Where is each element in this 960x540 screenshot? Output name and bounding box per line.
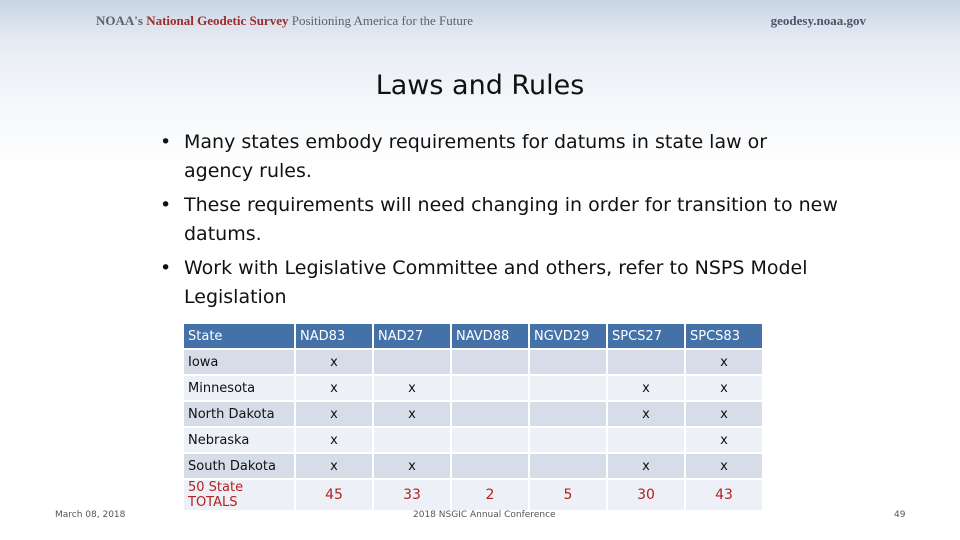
footer-page-number: 49 — [894, 510, 906, 520]
state-cell: North Dakota — [184, 402, 294, 426]
totals-row — [184, 480, 762, 510]
total-cell: 43 — [686, 480, 762, 510]
total-cell: 45 — [296, 480, 372, 510]
bullet-item — [160, 128, 840, 186]
footer-date: March 08, 2018 — [55, 510, 126, 520]
total-cell: 2 — [452, 480, 528, 510]
table-cell — [530, 402, 606, 426]
table-cell — [530, 428, 606, 452]
table-row — [184, 454, 762, 478]
table-cell — [452, 376, 528, 400]
table-cell: x — [374, 376, 450, 400]
table-cell — [530, 376, 606, 400]
table-cell: x — [686, 350, 762, 374]
brand-tagline: Positioning America for the Future — [291, 13, 473, 28]
table-cell: x — [296, 428, 372, 452]
state-cell: Minnesota — [184, 376, 294, 400]
bullet-text: These requirements will need changing in order for transition to new datums. — [184, 194, 838, 245]
datum-requirements-table — [182, 322, 764, 512]
total-cell: 5 — [530, 480, 606, 510]
table-cell: x — [296, 402, 372, 426]
table-header-row — [184, 324, 762, 348]
bullet-dot-icon: • — [160, 257, 172, 279]
table-cell: x — [296, 350, 372, 374]
bullet-item — [160, 254, 840, 312]
table-cell: x — [374, 454, 450, 478]
table-cell — [452, 454, 528, 478]
header-band — [0, 0, 960, 44]
column-header: State — [184, 324, 294, 348]
brand-banner — [96, 13, 473, 29]
state-cell: Nebraska — [184, 428, 294, 452]
slide-title: Laws and Rules — [375, 70, 585, 102]
table-row — [184, 402, 762, 426]
table-cell — [374, 350, 450, 374]
column-header: NAVD88 — [452, 324, 528, 348]
brand-org: NOAA's — [96, 13, 143, 28]
brand-name: National Geodetic Survey — [146, 13, 289, 28]
table-row — [184, 428, 762, 452]
table-cell: x — [686, 428, 762, 452]
table-row — [184, 376, 762, 400]
table-cell — [530, 350, 606, 374]
footer-conference: 2018 NSGIC Annual Conference — [413, 510, 556, 520]
bullet-text: Work with Legislative Committee and others, refer to NSPS Model Legislation — [184, 257, 808, 308]
table-cell: x — [374, 402, 450, 426]
total-cell: 33 — [374, 480, 450, 510]
column-header: SPCS83 — [686, 324, 762, 348]
bullet-item — [160, 191, 840, 249]
table-cell — [608, 350, 684, 374]
table-cell: x — [296, 376, 372, 400]
table-cell — [374, 428, 450, 452]
bullet-dot-icon: • — [160, 131, 172, 153]
column-header: NAD83 — [296, 324, 372, 348]
table-cell — [452, 428, 528, 452]
site-url: geodesy.noaa.gov — [770, 13, 866, 28]
table-row — [184, 350, 762, 374]
bullet-text: Many states embody requirements for datums in state law or agency rules. — [184, 131, 768, 182]
state-cell: Iowa — [184, 350, 294, 374]
table-cell — [452, 402, 528, 426]
total-cell: 30 — [608, 480, 684, 510]
state-cell: South Dakota — [184, 454, 294, 478]
table-cell — [530, 454, 606, 478]
column-header: NGVD29 — [530, 324, 606, 348]
bullet-list — [160, 128, 840, 317]
totals-label: 50 State TOTALS — [184, 480, 294, 510]
table-cell: x — [686, 402, 762, 426]
table-cell: x — [686, 454, 762, 478]
table-cell: x — [608, 402, 684, 426]
table-cell: x — [608, 454, 684, 478]
table-cell — [452, 350, 528, 374]
table-cell: x — [608, 376, 684, 400]
bullet-dot-icon: • — [160, 194, 172, 216]
column-header: NAD27 — [374, 324, 450, 348]
table-cell: x — [686, 376, 762, 400]
column-header: SPCS27 — [608, 324, 684, 348]
table-cell: x — [296, 454, 372, 478]
table-cell — [608, 428, 684, 452]
